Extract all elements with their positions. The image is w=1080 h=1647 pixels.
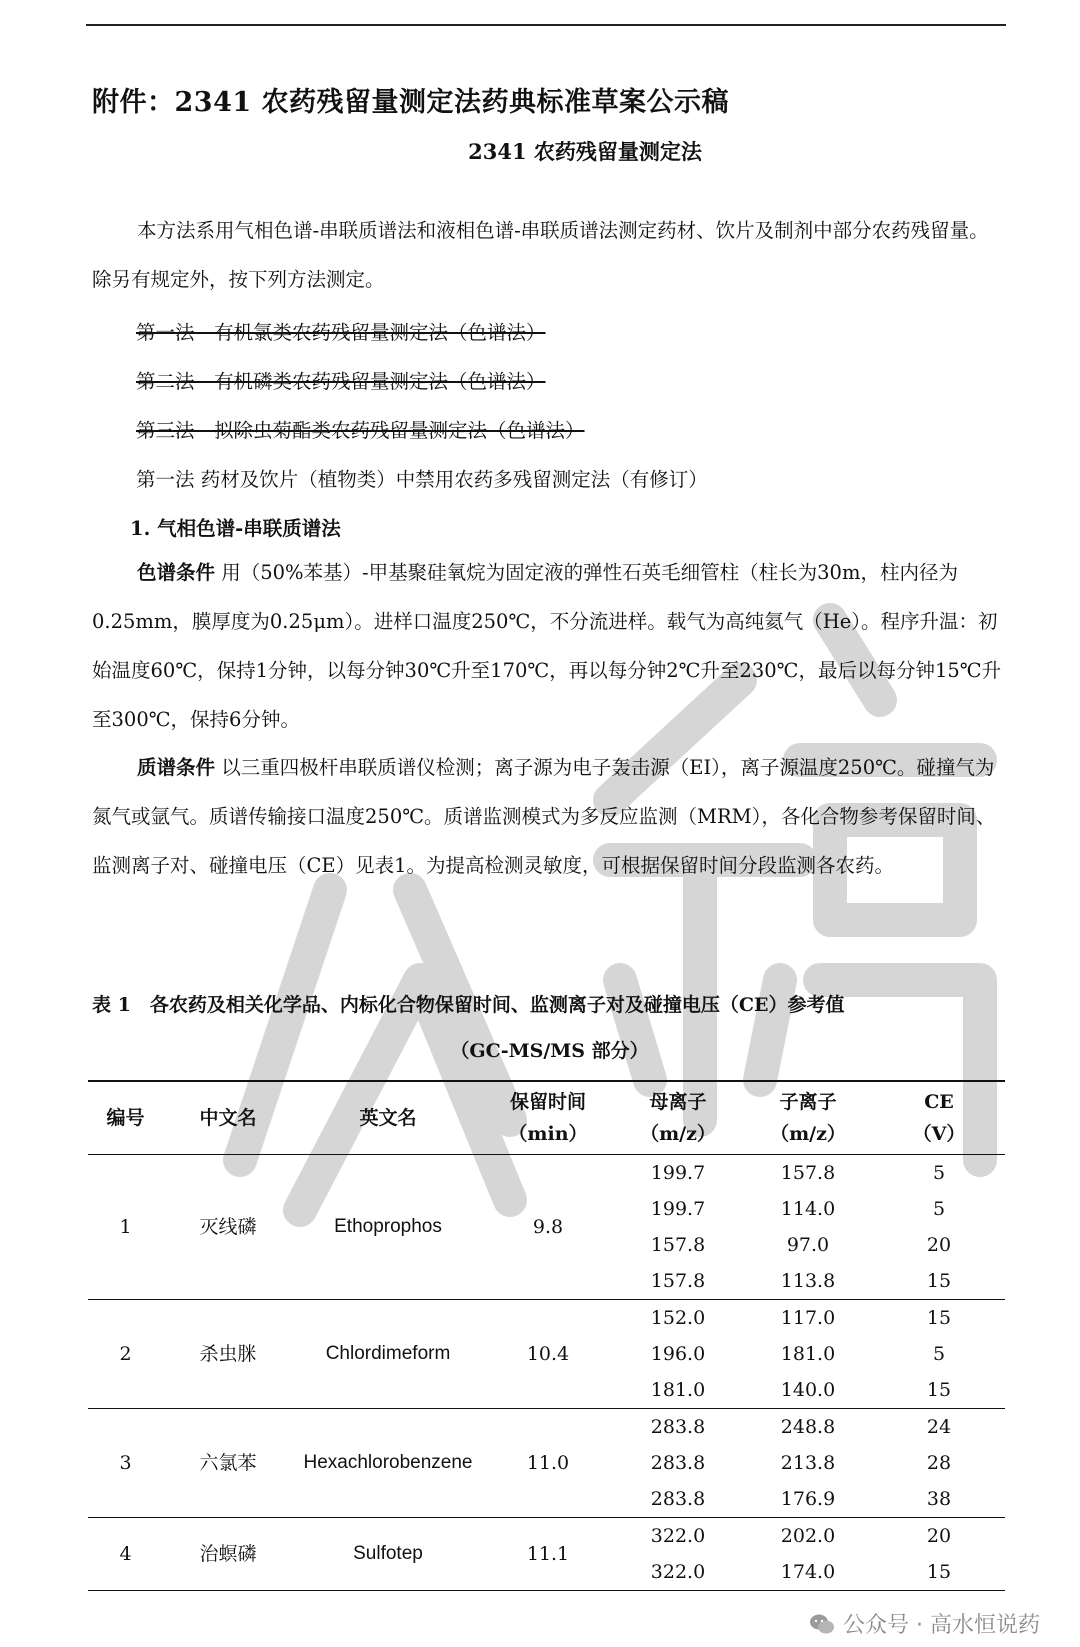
- ms-label: 质谱条件: [137, 756, 216, 779]
- chromatography-conditions: [92, 548, 1007, 744]
- cell-no: 2: [119, 1343, 132, 1365]
- cell-parent: 283.8: [650, 1452, 706, 1474]
- cell-parent: 199.7: [650, 1198, 706, 1220]
- struck-method-3: 第三法 拟除虫菊酯类农药残留量测定法（色谱法）: [136, 419, 585, 442]
- cell-child: 174.0: [780, 1561, 836, 1583]
- header-cn: 中文名: [199, 1107, 257, 1129]
- top-rule: [86, 24, 1006, 26]
- ms-text: 以三重四极杆串联质谱仪检测；离子源为电子轰击源（EI），离子源温度250℃。碰撞气为氮气或氩气。质谱传输接口温度250℃。质谱监测模式为多反应监测（MRM），各化合物参考保留时间、监测离子对、碰撞电压（CE）见表1。为提高检测灵敏度，可根据保留时间分段监测各农药。: [92, 756, 996, 877]
- table-caption: 表 1 各农药及相关化学品、内标化合物保留时间、监测离子对及碰撞电压（CE）参考值: [92, 994, 845, 1016]
- cell-parent: 181.0: [650, 1379, 706, 1401]
- cell-en: Sulfotep: [353, 1543, 423, 1564]
- cell-cn: 灭线磷: [199, 1216, 257, 1238]
- cell-ce: 15: [926, 1270, 952, 1292]
- cell-cn: 六氯苯: [199, 1452, 257, 1474]
- cell-parent: 157.8: [650, 1234, 706, 1256]
- cell-parent: 157.8: [650, 1270, 706, 1292]
- cell-ce: 38: [926, 1488, 952, 1510]
- cell-parent: 152.0: [650, 1307, 706, 1329]
- document-title: 附件：2341 农药残留量测定法药典标准草案公示稿: [92, 87, 730, 118]
- pesticide-table: [88, 1080, 1005, 1591]
- footer-watermark: [809, 1608, 1040, 1639]
- struck-method-1: 第一法 有机氯类农药残留量测定法（色谱法）: [136, 321, 546, 344]
- ms-conditions: [92, 743, 1007, 890]
- table-row: [88, 1518, 1005, 1555]
- table-row: [88, 1409, 1005, 1446]
- cell-parent: 199.7: [650, 1162, 706, 1184]
- cell-parent: 283.8: [650, 1488, 706, 1510]
- header-parent: 母离子 （m/z）: [640, 1091, 716, 1145]
- cell-child: 248.8: [780, 1416, 836, 1438]
- header-en: 英文名: [359, 1107, 417, 1129]
- cell-en: Hexachlorobenzene: [303, 1452, 473, 1473]
- cell-rt: 10.4: [526, 1343, 570, 1365]
- cell-parent: 322.0: [650, 1525, 706, 1547]
- header-rt: 保留时间 （min）: [508, 1091, 588, 1145]
- struck-method-2: 第二法 有机磷类农药残留量测定法（色谱法）: [136, 370, 546, 393]
- cell-ce: 15: [926, 1561, 952, 1583]
- cell-child: 113.8: [780, 1270, 836, 1292]
- cell-rt: 9.8: [532, 1216, 564, 1238]
- cell-child: 202.0: [780, 1525, 836, 1547]
- cell-parent: 196.0: [650, 1343, 706, 1365]
- cell-parent: 322.0: [650, 1561, 706, 1583]
- cell-child: 176.9: [780, 1488, 836, 1510]
- table-group: [88, 1300, 1005, 1409]
- table-group: [88, 1155, 1005, 1300]
- cell-ce: 28: [926, 1452, 952, 1474]
- chromatography-label: 色谱条件: [137, 561, 216, 584]
- table-row: [88, 1155, 1005, 1192]
- cell-ce: 5: [932, 1162, 946, 1184]
- section-1-heading: 1. 气相色谱-串联质谱法: [130, 517, 341, 540]
- cell-ce: 15: [926, 1307, 952, 1329]
- cell-child: 181.0: [780, 1343, 836, 1365]
- cell-ce: 20: [926, 1525, 952, 1547]
- cell-child: 213.8: [780, 1452, 836, 1474]
- cell-cn: 治螟磷: [199, 1543, 257, 1565]
- cell-no: 1: [119, 1216, 132, 1238]
- footer-watermark-text: 公众号 · 高水恒说药: [843, 1613, 1040, 1638]
- wechat-icon: [809, 1613, 835, 1635]
- cell-child: 114.0: [780, 1198, 836, 1220]
- table-group: [88, 1518, 1005, 1591]
- cell-child: 97.0: [786, 1234, 830, 1256]
- cell-rt: 11.1: [526, 1543, 570, 1565]
- cell-child: 140.0: [780, 1379, 836, 1401]
- cell-child: 117.0: [780, 1307, 836, 1329]
- cell-no: 4: [119, 1543, 132, 1565]
- cell-no: 3: [119, 1452, 132, 1474]
- document-subtitle: 2341 农药残留量测定法: [468, 139, 702, 164]
- header-no: 编号: [106, 1107, 145, 1129]
- cell-ce: 5: [932, 1198, 946, 1220]
- cell-rt: 11.0: [526, 1452, 570, 1474]
- cell-ce: 24: [926, 1416, 952, 1438]
- intro-paragraph: 本方法系用气相色谱-串联质谱法和液相色谱-串联质谱法测定药材、饮片及制剂中部分农药残留量。除另有规定外，按下列方法测定。: [92, 219, 989, 291]
- cell-child: 157.8: [780, 1162, 836, 1184]
- cell-cn: 杀虫脒: [199, 1343, 257, 1365]
- cell-ce: 20: [926, 1234, 952, 1256]
- table-row: [88, 1300, 1005, 1337]
- header-child: 子离子 （m/z）: [770, 1091, 846, 1145]
- chromatography-text: 用（50%苯基）-甲基聚硅氧烷为固定液的弹性石英毛细管柱（柱长为30m，柱内径为0.25mm，膜厚度为0.25μm）。进样口温度250℃，不分流进样。载气为高纯氦气（He）。程序升温：初始温度60℃，保持1分钟，以每分钟30℃升至170℃，再以每分钟2℃升至230℃，最后以每分钟15℃升至300℃，保持6分钟。: [92, 561, 1002, 731]
- table-caption-sub: （GC-MS/MS 部分）: [450, 1040, 649, 1062]
- table-group: [88, 1409, 1005, 1518]
- cell-parent: 283.8: [650, 1416, 706, 1438]
- method-1-heading: 第一法 药材及饮片（植物类）中禁用农药多残留测定法（有修订）: [136, 468, 708, 491]
- cell-en: Chlordimeform: [325, 1343, 451, 1364]
- cell-en: Ethoprophos: [334, 1216, 442, 1237]
- cell-ce: 15: [926, 1379, 952, 1401]
- header-ce: CE （V）: [912, 1091, 966, 1145]
- table-header-row: [88, 1081, 1005, 1155]
- cell-ce: 5: [932, 1343, 946, 1365]
